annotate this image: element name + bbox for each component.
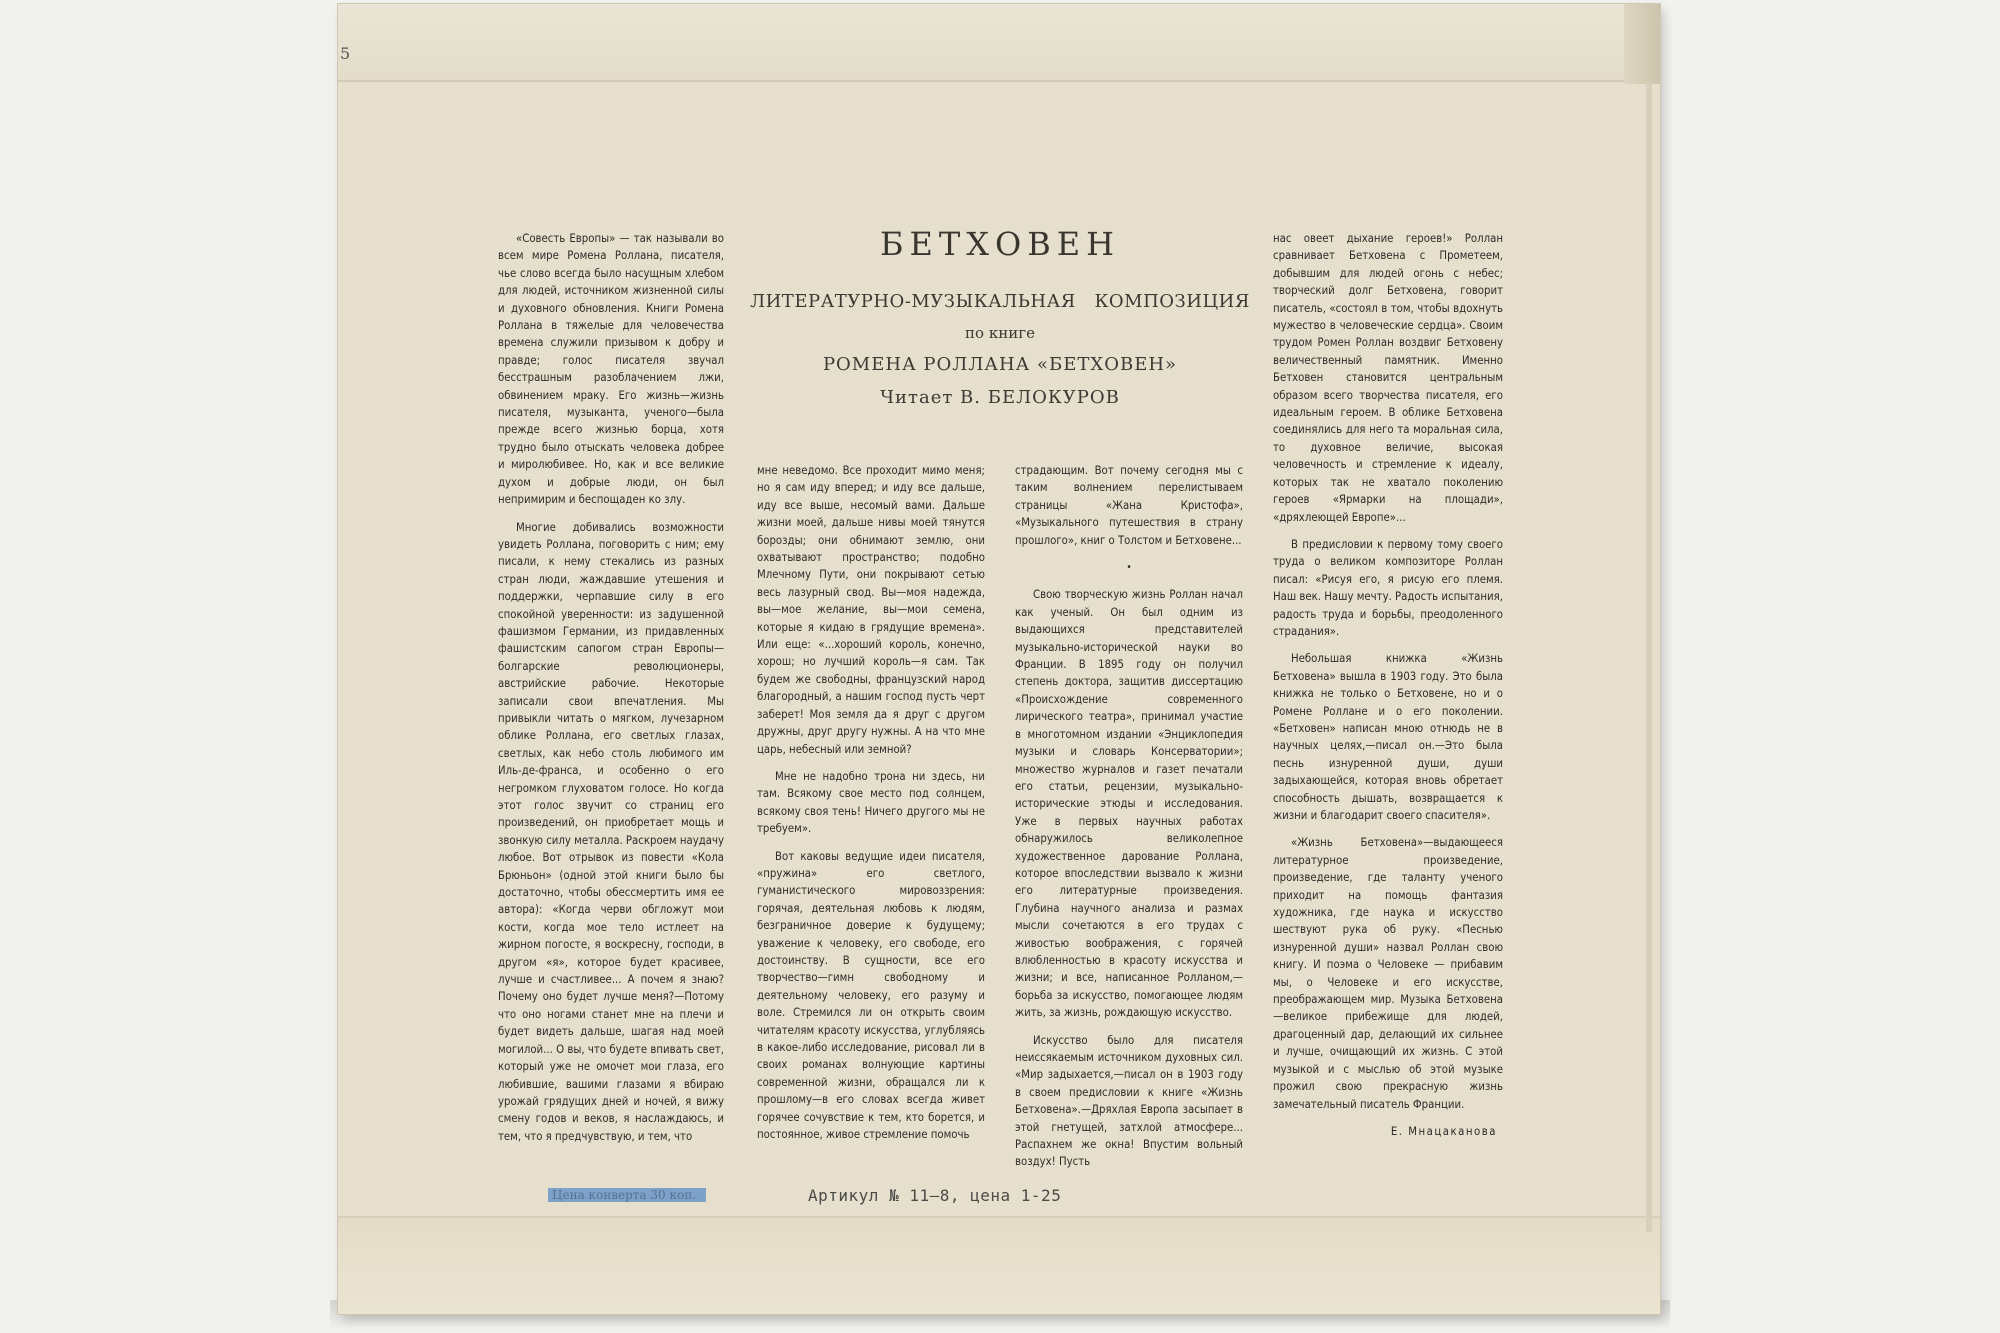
price-stamp: Цена конверта 30 коп. <box>548 1188 706 1202</box>
text-column-4 <box>1273 230 1503 1140</box>
book-title: РОМЕНА РОЛЛАНА «БЕТХОВЕН» <box>822 354 1178 375</box>
top-flap <box>338 4 1660 82</box>
paragraph: В предисловии к первому тому своего труда о великом композиторе Роллан писал: «Рисуя его, я рисую его племя. Наш век. Нашу мечту. Радость испытания, радость труда и борьбы, преодоленного страдания». <box>1273 537 1503 638</box>
page-subtitle: ЛИТЕРАТУРНО-МУЗЫКАЛЬНАЯ КОМПОЗИЦИЯ <box>750 291 1250 312</box>
paragraph: Небольшая книжка «Жизнь Бетховена» вышла в 1903 году. Это была книжка не только о Бетховене, но и о Ромене Роллане и о его поколении. «Бетховен» написан мною отнюдь не в научных целях,—писал он.—Это была песнь изнуренной души, души задыхающейся, которая вновь обретает способность дышать, возвращается к жизни и благодарит своего спасителя». <box>1273 652 1503 822</box>
paragraph: Мне не надобно трона ни здесь, ни там. Всякому свое место под солнцем, всякому своя тень! Ничего другого мы не требуем». <box>757 769 985 836</box>
paragraph: Искусство было для писателя неиссякаемым источником духовных сил. «Мир задыхается,—писал он в 1903 году в своем предисловии к книге «Жизнь Бетховена».—Дряхлая Европа засыпает в этой гнетущей, затхлой атмосфере... Распахнем же окна! Впустим вольный воздух! Пусть <box>1015 1033 1243 1169</box>
paragraph: страдающим. Вот почему сегодня мы с таким волнением перелистываем страницы «Жана Кристофа», «Музыкального путешествия в страну прошлого», книг о Толстом и Бетховене... <box>1015 464 1243 547</box>
section-divider-dot: • <box>1126 562 1132 574</box>
paragraph: «Жизнь Бетховена»—выдающееся литературное произведение, произведение, где таланту ученого приходит на помощь фантазия художника, где наука и искусство шествуют рука об руку. «Песнью изнуренной души» назвал Роллан свою книгу. И поэма о Человеке — прибавим мы, о Человеке и его искусстве, преображающем мир. Музыка Бетховена—великое прибежище для людей, драгоценный дар, делающий их сильнее и лучше, очищающий их жизнь. С этой музыкой и с мыслью об этой музыке прожил свою прекрасную жизнь замечательный писатель Франции. <box>1273 836 1503 1111</box>
paragraph: мне неведомо. Все проходит мимо меня; но я сам иду вперед; и иду все дальше, иду все выше, несомый вами. Дальше жизни моей, дальше нивы моей тянутся борозды; они обнимают землю, они охватывают пространство; подобно Млечному Пути, они покрывают сетью весь лазурный свод. Вы—моя надежда, вы—мое желание, вы—мои семена, которые я кидаю в грядущие времена». Или еще: «...хороший король, конечно, хорош; но лучший король—я сам. Так будем же свободны, французский народ благородный, а нашим господ пусть черт заберет! Моя земля да я друг с другом дружны, друг другу нужны. А на что мне царь, небесный или земной? <box>757 464 985 756</box>
header <box>750 225 1250 420</box>
text-column-2 <box>757 462 985 1153</box>
top-right-flap-edge <box>1624 4 1660 84</box>
reader-credit: Читает В. БЕЛОКУРОВ <box>880 387 1120 408</box>
text-column-3 <box>1015 462 1243 1181</box>
paragraph: Свою творческую жизнь Роллан начал как ученый. Он был одним из выдающихся представителей музыкально-исторической науки во Франции. В 1895 году он получил степень доктора, защитив диссертацию «Происхождение современного лирического театра», принимал участие в многотомном издании «Энциклопедия музыки и словарь Консерватории»; множество журналов и газет печатали его статьи, рецензии, музыкально-исторические этюды и исследования. Уже в первых научных работах обнаружилось великолепное художественное дарование Роллана, которое впоследствии вызвало к жизни его литературные произведения. Глубина научного анализа и размах мысли сочетаются в его трудах с живостью воображения, с горячей влюбленностью в красоту искусства и жизни; и все, написанное Ролланом,—борьба за искусство, помогающее людям жить, за жизнь, рождающую искусство. <box>1015 588 1243 1020</box>
corner-mark: 5 <box>340 44 351 63</box>
paragraph: Многие добивались возможности увидеть Роллана, поговорить с ним; ему писали, к нему стекались из разных стран люди, жаждавшие утешения и поддержки, черпавшие силу в его спокойной уверенности: из задушенной фашизмом Германии, из придавленных фашистским сапогом стран Европы—болгарские революционеры, австрийские рабочие. Некоторые записали свои впечатления. Мы привыкли читать о мягком, лучезарном облике Роллана, его светлых глазах, светлых, как небо столь любимого им Иль-де-франса, и особенно о его негромком глуховатом голосе. Но когда этот голос звучит со страниц его произведений, он приобретает мощь и звонкую силу металла. Раскроем наудачу любое. Вот отрывок из повести «Кола Брюньон» (одной этой книги было бы достаточно, чтобы обессмертить имя ее автора): «Когда черви обгложут мои кости, когда мое тело истлеет на жирном погосте, я воскресну, господи, в другом «я», которое будет красивее, лучше и счастливее... А почем я знаю? Почему оно будет лучше меня?—Потому что оно ногами станет мне на плечи и будет видеть дальше, шагая над моей могилой... О вы, что будете впивать свет, который уже не омочет мои глаза, его любившие, вашими глазами я вбираю урожай грядущих дней и ночей, я вижу смену годов и веков, я наслаждаюсь, и тем, что я предчувствую, и тем, что <box>498 520 724 1143</box>
paragraph: «Совесть Европы» — так называли во всем мире Ромена Роллана, писателя, чье слово всегда было насущным хлебом для людей, источником жизненной силы и духовного обновления. Книги Ромена Роллана в тяжелые для человечества времена служили призывом к добру и правде; голос писателя звучал бесстрашным разоблачением лжи, обвинением мраку. Его жизнь—жизнь писателя, музыканта, ученого—была прежде всего жизнью борца, хотя трудно было отыскать человека добрее и миролюбивее. Но, как и все великие духом и добрые люди, он был непримирим и беспощаден ко злу. <box>498 232 724 507</box>
paragraph: Вот каковы ведущие идеи писателя, «пружина» его светлого, гуманистического мировоззрения: горячая, деятельная любовь к людям, безграничное доверие к будущему; уважение к человеку, его свободе, его достоинству. В сущности, все его творчество—гимн свободному и деятельному человеку, его разуму и воле. Стремился ли он открыть своим читателям красоту искусства, углубляясь в какое-либо исследование, рисовал ли в своих романах волнующие картины современной жизни, обращался ли к прошлому—в его словах всегда живет горячее сочувствие к тем, кто борется, и постоянное, живое стремление помочь <box>757 849 985 1142</box>
right-edge <box>1646 82 1652 1232</box>
article-number: Артикул № 11—8, цена 1-25 <box>808 1186 1062 1205</box>
bottom-flap <box>338 1216 1660 1314</box>
by-book-label: по книге <box>965 324 1035 342</box>
paragraph: нас овеет дыхание героев!» Роллан сравнивает Бетховена с Прометеем, добывшим для людей огонь с небес; творческий долг Бетховена, говорит писатель, «состоял в том, чтобы вдохнуть мужество в человеческие сердца». Своим трудом Ромен Роллан воздвиг Бетховену величественный памятник. Именно Бетховен становится центральным образом всего творчества писателя, его идеальным героем. В облике Бетховена соединялись для него та моральная сила, то духовное величие, высокая человечность и стремление к идеалу, которых так не хватало поколению героев «Ярмарки на площади», «дряхлеющей Европе»... <box>1273 232 1503 524</box>
author-signature: Е. Мнацаканова <box>1390 1124 1497 1138</box>
text-column-1 <box>498 230 724 1155</box>
page-title: БЕТХОВЕН <box>879 225 1120 263</box>
